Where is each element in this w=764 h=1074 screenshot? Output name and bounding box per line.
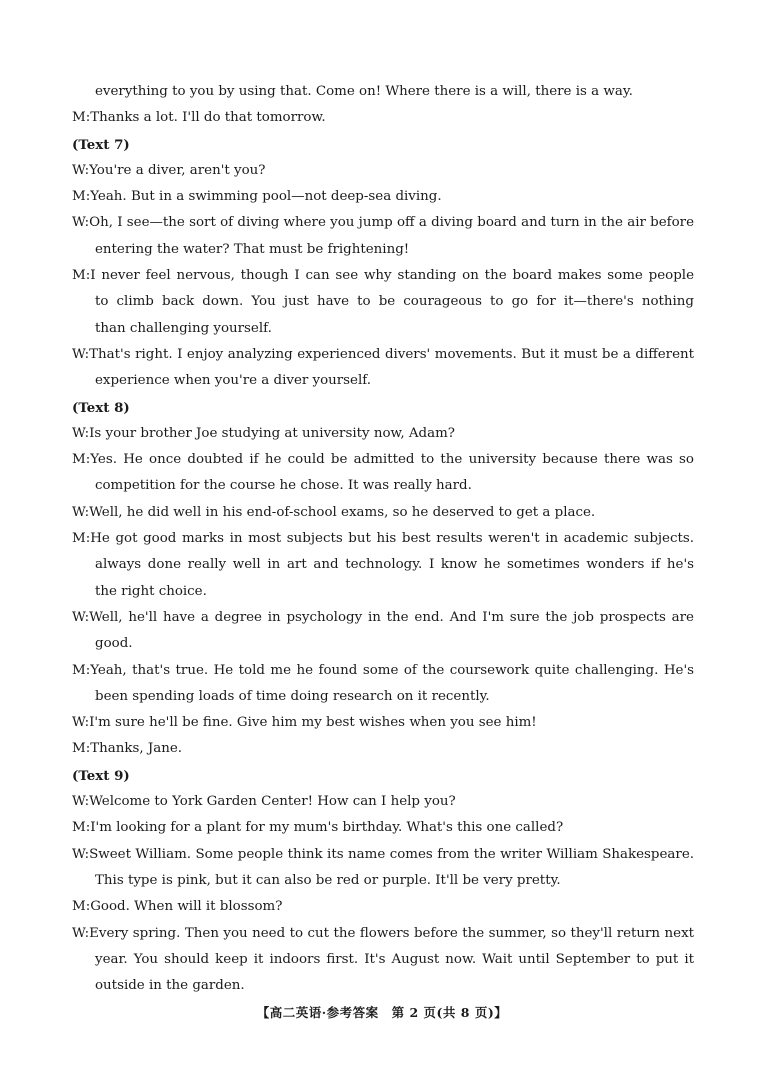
section-heading: (Text 7) [72,136,130,153]
dialogue-line: W:Welcome to York Garden Center! How can I help you? [72,794,456,810]
dialogue-line: M:Yeah. But in a swimming pool—not deep-sea diving. [72,189,442,205]
transcript-body [72,79,694,999]
dialogue-line: W:Oh, I see—the sort of diving where you jump off a diving board and turn in the air before [72,215,694,231]
dialogue-line: W:Is your brother Joe studying at university now, Adam? [72,425,455,441]
dialogue-continuation-line: the right choice. [95,583,207,599]
dialogue-line: W:I'm sure he'll be fine. Give him my best wishes when you see him! [72,715,537,731]
dialogue-continuation-line: always done really well in art and technology. I know he sometimes wonders if he's [95,557,694,573]
dialogue-continuation-line: entering the water? That must be frightening! [95,241,410,257]
dialogue-line: M:Yeah, that's true. He told me he found some of the coursework quite challenging. He's [72,662,694,678]
dialogue-continuation-line: experience when you're a diver yourself. [95,373,371,389]
dialogue-line: M:He got good marks in most subjects but his best results weren't in academic subjects. [72,531,694,547]
dialogue-line: M:Thanks, Jane. [72,741,183,757]
dialogue-line: W:Well, he'll have a degree in psychology in the end. And I'm sure the job prospects are [72,609,694,625]
dialogue-continuation-line: This type is pink, but it can also be red or purple. It'll be very pretty. [95,872,561,888]
dialogue-continuation-line: outside in the garden. [95,978,245,994]
dialogue-continuation-line: everything to you by using that. Come on! Where there is a will, there is a way. [95,84,633,99]
dialogue-continuation-line: to climb back down. You just have to be courageous to go for it—there's nothing [95,294,694,310]
dialogue-continuation-line: competition for the course he chose. It was really hard. [95,478,472,494]
dialogue-line: W:Well, he did well in his end-of-school exams, so he deserved to get a place. [72,504,596,520]
section-heading: (Text 9) [72,767,130,784]
dialogue-line: M:Yes. He once doubted if he could be admitted to the university because there was so [72,452,694,468]
page-footer: 【高二英语·参考答案 第 2 页(共 8 页)】 [256,1005,508,1020]
dialogue-line: M:I never feel nervous, though I can see why standing on the board makes some people [72,268,694,284]
dialogue-line: M:Good. When will it blossom? [72,899,283,915]
dialogue-line: M:Thanks a lot. I'll do that tomorrow. [72,110,326,126]
dialogue-line: W:Every spring. Then you need to cut the flowers before the summer, so they'll return next [72,925,694,941]
dialogue-line: W:That's right. I enjoy analyzing experienced divers' movements. But it must be a different [72,346,694,362]
dialogue-line: W:You're a diver, aren't you? [72,162,266,178]
dialogue-continuation-line: been spending loads of time doing research on it recently. [95,688,490,704]
section-heading: (Text 8) [72,399,130,416]
dialogue-continuation-line: good. [95,636,133,652]
dialogue-line: W:Sweet William. Some people think its name comes from the writer William Shakespeare. [72,846,694,862]
dialogue-continuation-line: year. You should keep it indoors first. It's August now. Wait until September to put it [95,951,694,967]
dialogue-continuation-line: than challenging yourself. [95,320,272,336]
dialogue-line: M:I'm looking for a plant for my mum's birthday. What's this one called? [72,820,564,836]
